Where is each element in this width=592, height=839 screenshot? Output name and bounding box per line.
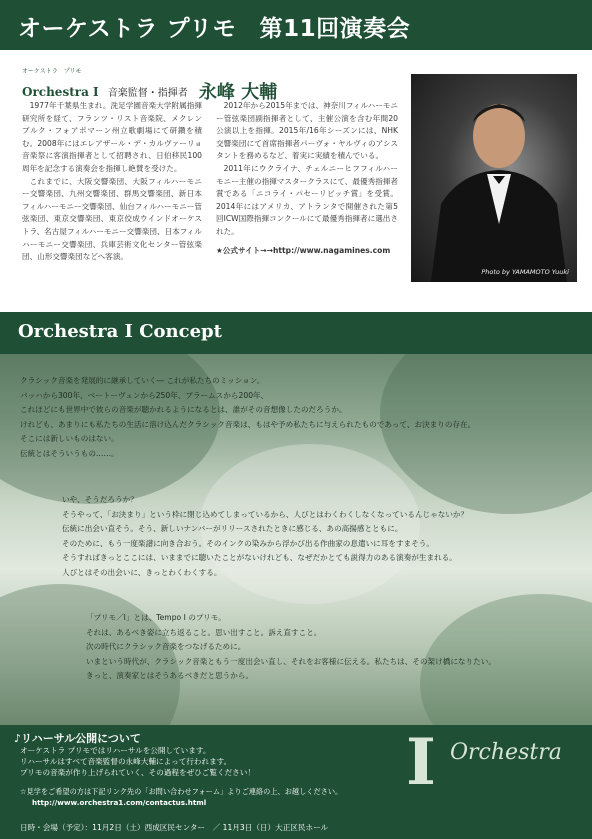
photo-credit: Photo by YAMAMOTO Yuuki — [481, 268, 569, 276]
rehearsal-line: プリモの音楽が作り上げられていく、その過程をぜひご覧ください！ — [20, 767, 255, 777]
concept-line: これほどにも世界中で彼らの音楽が聴かれるようになるとは、誰がその音想像したのだろうか。 — [20, 405, 347, 415]
concept-line: そこには新しいものはない。 — [20, 434, 119, 444]
concept-line: いまという時代が、クラシック音楽ともう一度出会い直し、それをお客様に伝える。私たちは、その架け橋になりたい。 — [86, 656, 496, 666]
concept-heading: Orchestra Ⅰ Concept — [18, 321, 222, 342]
contact-link[interactable]: http://www.orchestra1.com/contactus.html — [32, 797, 207, 807]
orchestra-name: Orchestra Ⅰ — [22, 85, 99, 99]
concept-line: 人びとはその出会いに、きっとわくわくする。 — [62, 567, 222, 577]
concept-line: 伝統に出会い直そう。そう、新しいナンバーがリリースされたときに感じる、あの高揚感とともに。 — [62, 524, 403, 534]
concept-line: そのために、もう一度楽譜に向き合おう。そのインクの染みから浮かび出る作曲家の息遣いに耳をすまそう。 — [62, 538, 434, 548]
conductor-silhouette — [411, 74, 577, 282]
concept-line: 伝統とはそういうもの……。 — [20, 448, 119, 458]
rehearsal-dates: 日時・会場（予定）：11月2日（土）西成区民センター ／ 11月3日（日）大正区民ホール — [20, 823, 329, 832]
orchestra-ruby: オーケストラ プリモ — [22, 68, 82, 75]
rehearsal-line: オーケストラ プリモではリハーサルを公開しています。 — [20, 746, 211, 755]
concept-block-1 — [20, 374, 475, 462]
concept-band — [0, 312, 592, 354]
bio-paragraph: 1977年千葉県生まれ。洗足学園音楽大学附属指揮研究所を経て、フランツ・リスト音楽院、メクレンブルク・フォアポマーン州立歌劇場にて研鑽を積む。2008年にはエレアザール・デ・カルヴァーリョ音楽祭に客演指揮者として招聘され、日伯移民100周年を記念する演奏会を指揮し絶賛を受けた。 — [22, 101, 202, 173]
rehearsal-note — [20, 787, 342, 809]
concept-line: それは、あるべき姿に立ち返ること。思い出すこと。訴え直すこと。 — [86, 627, 322, 637]
bio-paragraph: 2012年から2015年までは、神奈川フィルハーモニー管弦楽団副指揮者として、主催公演を含む年間20公演以上を指揮。2015年/16年シーズンには、NHK交響楽団にて首席指揮者パーヴォ・ヤルヴィのアシスタントを務めるなど、着実に実績を積んでいる。 — [216, 101, 398, 161]
rehearsal-title: ♪リハーサル公開について — [14, 732, 141, 745]
concept-line: そうやって、「お決まり」という枠に閉じ込めてしまっているから、人びとはわくわくしなくなっているんじゃないか？ — [62, 509, 469, 519]
page-title: オーケストラ プリモ 第11回演奏会 — [18, 16, 411, 42]
concept-block-2 — [62, 493, 468, 581]
concept-line: 次の時代にクラシック音楽をつなげるために。 — [86, 642, 246, 652]
conductor-photo — [411, 74, 577, 282]
bio-paragraph: これまでに、大阪交響楽団、大阪フィルハーモニー交響楽団、九州交響楽団、群馬交響楽団、新日本フィルハーモニー交響楽団、仙台フィルハーモニー管弦楽団、東京交響楽団、東京佼成ウインドオーケストラ、名古屋フィルハーモニー交響楽団、日本フィルハーモニー交響楽団、兵庫芸術文化センター管弦楽団、山形交響楽団などへ客演。 — [22, 176, 202, 262]
orchestra-logo-word: Orchestra — [450, 740, 562, 765]
conductor-name: 永峰 大輔 — [198, 82, 278, 103]
rehearsal-description — [20, 746, 255, 778]
conductor-heading — [22, 76, 277, 102]
bio-right-column — [216, 100, 398, 257]
concept-line: バッハから300年、ベートーヴェンから250年、ブラームスから200年、 — [20, 390, 269, 400]
orchestra-logo-numeral: I — [406, 725, 436, 800]
concept-block-3 — [86, 611, 496, 684]
concept-line: きっと、演奏家とはそうあるべきだと思うから。 — [86, 671, 254, 681]
bio-left-column — [22, 100, 202, 264]
rehearsal-line: リハーサルはすべて音楽監督の永峰大輔によって行われます。 — [20, 756, 232, 766]
concept-line: そうすればきっとここには、いままでに聴いたことがないけれども、なぜだかとても説得力のある演奏が生まれる。 — [62, 553, 457, 563]
rehearsal-note-text: ☆見学をご希望の方は下記リンク先の「お問い合わせフォーム」よりご連絡の上、お越しください。 — [20, 787, 343, 796]
bio-paragraph: 2011年にウクライナ、チェルニーヒフフィルハーモニー主催の指揮マスタークラスにて、最優秀指揮者賞である「ニコライ・パセーリビッチ賞」を受賞。2014年にはアメリカ、アトランタで開催された第5回ICW国際指揮コンクールにて最優秀指揮者に選出された。 — [216, 163, 398, 236]
concept-line: けれども、あまりにも私たちの生活に溶け込んだクラシック音楽は、もはや予め私たちに与えられたものであって、お決まりの存在。 — [20, 419, 476, 429]
concept-line: クラシック音楽を発展的に継承していく― これが私たちのミッション。 — [20, 376, 265, 385]
header-bar — [0, 0, 592, 50]
concept-line: いや、そうだろうか？ — [62, 495, 138, 504]
official-site-link[interactable]: ★公式サイト→→http://www.nagamines.com — [216, 245, 391, 255]
concept-line: 「プリモ／Ⅰ」とは、Tempo Ⅰ のプリモ。 — [86, 613, 226, 622]
conductor-role: 音楽監督・指揮者 — [107, 88, 188, 99]
